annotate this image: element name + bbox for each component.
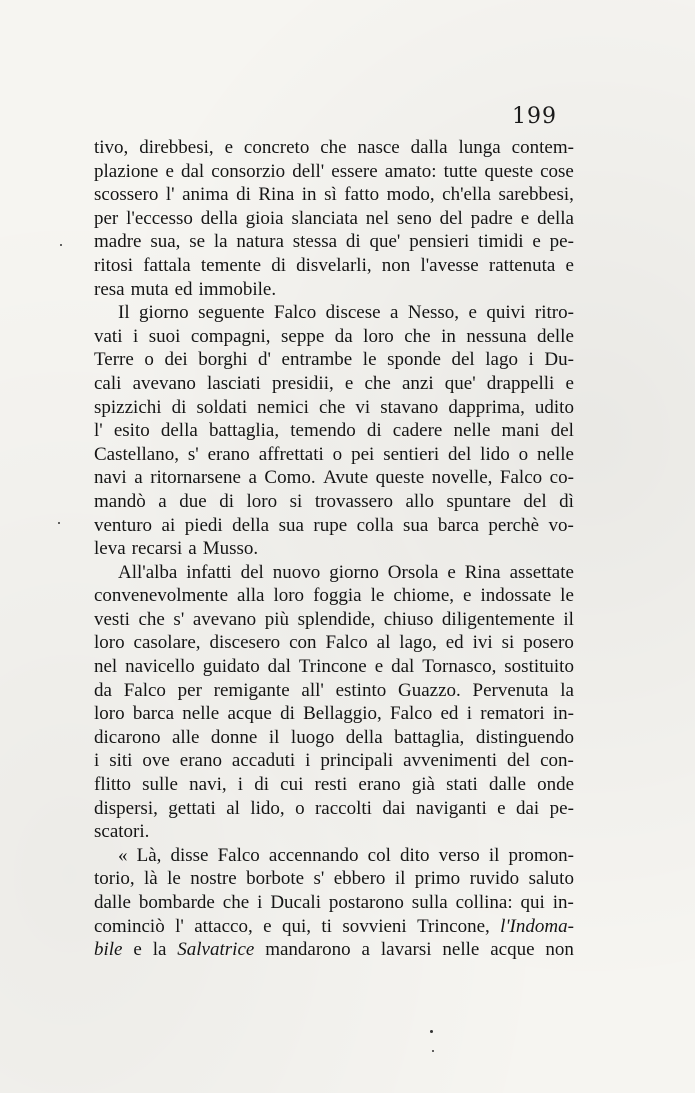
text-line: cali avevano lasciati presidii, e che anzi que' drappelli e [94, 372, 574, 394]
text-line: « Là, disse Falco accennando col dito verso il promon- [118, 844, 574, 866]
text-line: torio, là le nostre borbote s' ebbero il primo ruvido saluto [94, 868, 574, 890]
text-line: nel navicello guidato dal Trincone e dal Tornasco, sostituito [94, 656, 574, 678]
text-line: per l'eccesso della gioia slanciata nel seno del padre e della [94, 207, 574, 229]
text-line: loro barca nelle acque di Bellaggio, Falco ed i rematori in- [94, 703, 574, 725]
text-line: bile e la Salvatrice mandarono a lavarsi nelle acque non [94, 939, 574, 961]
page-number: 199 [512, 104, 557, 129]
text-line: mandò a due di loro si trovassero allo spuntare del dì [94, 490, 574, 512]
text-line: dicarono alle donne il luogo della battaglia, distinguendo [94, 726, 574, 748]
text-line: All'alba infatti del nuovo giorno Orsola e Rina assettate [118, 561, 574, 583]
text-line: Terre o dei borghi d' entrambe le sponde del lago i Du- [94, 349, 574, 371]
text-line: tivo, direbbesi, e concreto che nasce dalla lunga contem- [94, 137, 574, 158]
text-line: Il giorno seguente Falco discese a Nesso, e quivi ritro- [118, 302, 574, 324]
text-line: da Falco per remigante all' estinto Guazzo. Pervenuta la [94, 679, 574, 701]
text-line: convenevolmente alla loro foggia le chiome, e indossate le [94, 585, 574, 607]
text-line: madre sua, se la natura stessa di que' pensieri timidi e pe- [94, 231, 574, 253]
text-line: venturo ai piedi della sua rupe colla sua barca perchè vo- [94, 514, 574, 536]
text-line: scossero l' anima di Rina in sì fatto modo, ch'ella sarebbesi, [94, 184, 574, 206]
text-line: dalle bombarde che i Ducali postarono sulla collina: qui in- [94, 892, 574, 913]
text-line: Castellano, s' erano affrettati o pei sentieri del lido o nelle [94, 443, 574, 465]
text-line: spizzichi di soldati nemici che vi stavano dapprima, udito [94, 396, 574, 418]
paper-speck [432, 1050, 434, 1052]
text-line: navi a ritornarsene a Como. Avute queste novelle, Falco co- [94, 467, 574, 489]
text-line: dispersi, gettati al lido, o raccolti dai naviganti e dai pe- [94, 797, 574, 819]
text-line: l' esito della battaglia, temendo di cadere nelle mani del [94, 420, 574, 442]
paper-speck [58, 522, 60, 524]
text-line: ritosi fattala temente di disvelarli, non l'avesse rattenuta e [94, 254, 574, 276]
text-line: loro casolare, discesero con Falco al lago, ed ivi si posero [94, 632, 574, 654]
text-line: vati i suoi compagni, seppe da loro che in nessuna delle [94, 325, 574, 347]
text-line: resa muta ed immobile. [94, 278, 277, 300]
body-text [94, 136, 574, 962]
text-line: i siti ove erano accaduti i principali avvenimenti del con- [94, 750, 574, 772]
text-line: scatori. [94, 821, 150, 843]
text-line: cominciò l' attacco, e qui, ti sovvieni Trincone, l'Indoma- [94, 915, 574, 937]
text-line: leva recarsi a Musso. [94, 538, 259, 560]
text-line: vesti che s' avevano più splendide, chiuso diligentemente il [94, 608, 574, 630]
text-line: plazione e dal consorzio dell' essere amato: tutte queste cose [94, 160, 574, 182]
paper-speck [430, 1030, 433, 1033]
text-line: flitto sulle navi, i di cui resti erano già stati dalle onde [94, 774, 574, 796]
paper-speck [60, 244, 62, 246]
